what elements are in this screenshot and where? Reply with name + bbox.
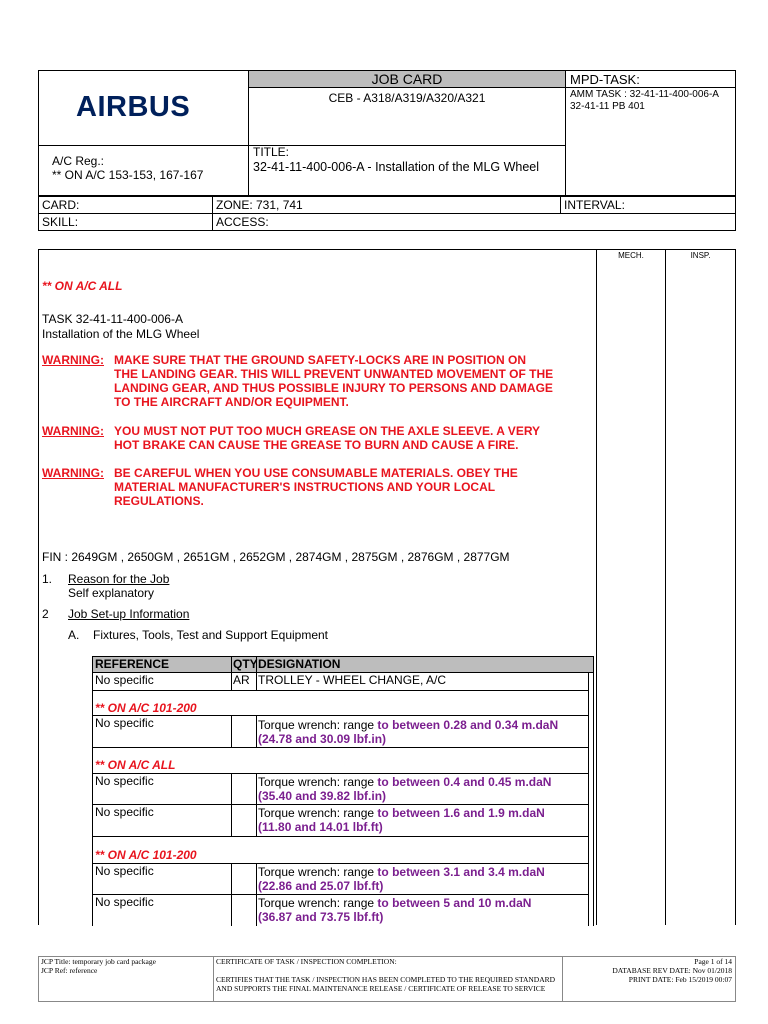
designation-range: to between 0.28 and 0.34 m.daN (377, 718, 559, 732)
table-effectivity: ** ON A/C 101-200 (95, 848, 197, 862)
airbus-logo: AIRBUS (76, 91, 191, 123)
equipment-table (92, 656, 594, 926)
jcp-ref: JCP Ref: reference (41, 966, 98, 975)
skill-label: SKILL: (42, 215, 79, 229)
designation-range-imperial: (35.40 and 39.82 lbf.in) (258, 789, 387, 803)
designation-range: to between 1.6 and 1.9 m.daN (377, 806, 545, 820)
table-row (92, 673, 588, 690)
task-title: Installation of the MLG Wheel (42, 327, 200, 341)
row-qty: AR (233, 673, 250, 687)
warning-line: REGULATIONS. (114, 494, 204, 508)
effectivity-all: ** ON A/C ALL (42, 279, 123, 293)
aircraft-types: CEB - A318/A319/A320/A321 (328, 91, 486, 105)
row-designation (258, 775, 551, 803)
table-row (92, 895, 588, 926)
row-reference: No specific (95, 774, 154, 788)
designation-range: to between 5 and 10 m.daN (377, 896, 532, 910)
row-qty-cell (231, 864, 257, 894)
designation-range-imperial: (24.78 and 30.09 lbf.in) (258, 732, 387, 746)
warning-label: WARNING: (42, 353, 104, 367)
amm-ref: 32-41-11 PB 401 (570, 101, 645, 112)
mech-label: MECH. (618, 251, 644, 260)
access-label: ACCESS: (216, 215, 269, 229)
warning-label: WARNING: (42, 466, 104, 480)
row-reference: No specific (95, 805, 154, 819)
table-effectivity: ** ON A/C 101-200 (95, 701, 197, 715)
designation-prefix: Torque wrench: range (258, 865, 378, 879)
row-reference: No specific (95, 716, 154, 730)
step-1-title: Reason for the Job (68, 572, 170, 586)
zone-label: ZONE: 731, 741 (216, 198, 303, 212)
insp-label: INSP. (690, 251, 711, 260)
title-label: TITLE: (253, 145, 290, 159)
designation-range-imperial: (36.87 and 73.75 lbf.ft) (258, 910, 384, 924)
row-qty-cell (231, 895, 257, 926)
table-row (92, 716, 588, 747)
ac-reg-value: ** ON A/C 153-153, 167-167 (52, 168, 204, 182)
database-rev-date: DATABASE REV DATE: Nov 01/2018 (612, 966, 732, 975)
print-date: PRINT DATE: Feb 15/2019 00:07 (628, 975, 732, 984)
warning-text (114, 424, 540, 452)
warning-text (114, 353, 553, 409)
step-2-title: Job Set-up Information (68, 607, 190, 621)
designation-prefix: Torque wrench: range (258, 806, 378, 820)
amm-task: AMM TASK : 32-41-11-400-006-A (570, 89, 719, 100)
warning-line: TO THE AIRCRAFT AND/OR EQUIPMENT. (114, 395, 349, 409)
table-header-reference: REFERENCE (95, 657, 170, 671)
table-row (92, 805, 588, 836)
ac-reg-label: A/C Reg.: (52, 154, 105, 168)
table-header-designation: DESIGNATION (258, 657, 341, 671)
warning-line: BE CAREFUL WHEN YOU USE CONSUMABLE MATERIALS. OBEY THE (114, 466, 518, 480)
row-designation: TROLLEY - WHEEL CHANGE, A/C (258, 673, 447, 687)
designation-range-imperial: (11.80 and 14.01 lbf.ft) (258, 820, 383, 834)
table-header-qty: QTY (233, 657, 258, 671)
row-reference: No specific (95, 895, 154, 909)
fin-list: FIN : 2649GM , 2650GM , 2651GM , 2652GM , 2874GM , 2875GM , 2876GM , 2877GM (42, 550, 510, 564)
warning-line: HOT BRAKE CAN CAUSE THE GREASE TO BURN AND CAUSE A FIRE. (114, 438, 519, 452)
job-card-title: JOB CARD (371, 71, 443, 87)
warning-line: THE LANDING GEAR. THIS WILL PREVENT UNWANTED MOVEMENT OF THE (114, 367, 554, 381)
table-effectivity: ** ON A/C ALL (95, 758, 176, 772)
row-qty-cell (231, 716, 257, 747)
warning-text (114, 466, 518, 508)
substep-a-title: Fixtures, Tools, Test and Support Equipment (93, 628, 329, 642)
designation-range: to between 3.1 and 3.4 m.daN (377, 865, 545, 879)
page-number: Page 1 of 14 (694, 957, 732, 966)
warning-line: MATERIAL MANUFACTURER'S INSTRUCTIONS AND YOUR LOCAL (114, 480, 496, 494)
certificate-text: CERTIFIES THAT THE TASK / INSPECTION HAS BEEN COMPLETED TO THE REQUIRED STANDARD AND SUPPORTS THE FINAL MAINTENANCE RELEASE / CERTIFICATE OF RELEASE TO SERVICE (216, 975, 556, 993)
warning-line: LANDING GEAR, AND THUS POSSIBLE INJURY TO PERSONS AND DAMAGE (114, 381, 553, 395)
step-2-number: 2 (42, 607, 49, 621)
task-number: TASK 32-41-11-400-006-A (42, 312, 183, 326)
warning-line: MAKE SURE THAT THE GROUND SAFETY-LOCKS ARE IN POSITION ON (114, 353, 527, 367)
warning-line: YOU MUST NOT PUT TOO MUCH GREASE ON THE AXLE SLEEVE. A VERY (114, 424, 541, 438)
interval-label: INTERVAL: (564, 198, 625, 212)
certificate-title: CERTIFICATE OF TASK / INSPECTION COMPLETION: (216, 957, 397, 966)
table-row (92, 774, 588, 804)
step-1-text: Self explanatory (68, 586, 155, 600)
substep-a-number: A. (68, 628, 80, 642)
row-reference: No specific (95, 673, 154, 687)
row-designation (258, 718, 558, 746)
row-designation (258, 896, 531, 924)
title-value: 32-41-11-400-006-A - Installation of the MLG Wheel (253, 160, 540, 174)
designation-prefix: Torque wrench: range (258, 896, 378, 910)
step-1-number: 1. (42, 572, 53, 586)
designation-range: to between 0.4 and 0.45 m.daN (377, 775, 552, 789)
row-designation (258, 865, 545, 893)
designation-prefix: Torque wrench: range (258, 775, 378, 789)
warning-label: WARNING: (42, 424, 104, 438)
row-reference: No specific (95, 864, 154, 878)
mpd-task-label: MPD-TASK: (570, 72, 640, 87)
designation-prefix: Torque wrench: range (258, 718, 378, 732)
card-label: CARD: (42, 198, 80, 212)
row-qty-cell (231, 774, 257, 804)
row-designation (258, 806, 545, 834)
table-row (92, 864, 588, 894)
jcp-title: JCP Title: temporary job card package (41, 957, 156, 966)
row-qty-cell (231, 805, 257, 836)
designation-range-imperial: (22.86 and 25.07 lbf.ft) (258, 879, 384, 893)
